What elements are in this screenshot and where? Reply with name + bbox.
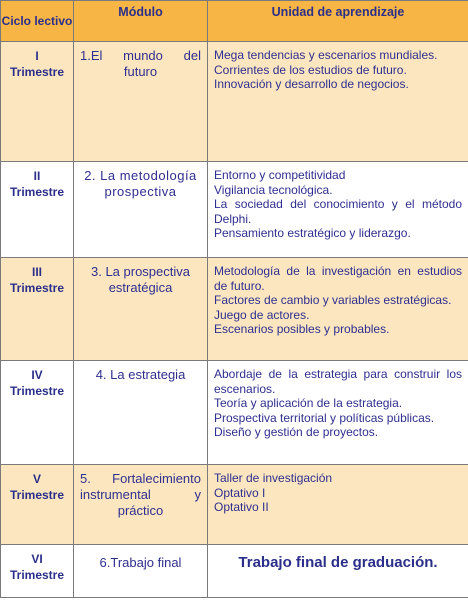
table-row <box>1 162 468 258</box>
unidad-item: Mega tendencias y escenarios mundiales. <box>214 48 438 62</box>
ciclo-label: Trimestre <box>9 568 65 582</box>
unidad-cell <box>208 42 468 162</box>
ciclo-number: IV <box>31 368 43 382</box>
ciclo-number: V <box>32 472 41 486</box>
unidad-cell <box>208 465 468 545</box>
unidad-item: Teoría y aplicación de la estrategia. <box>214 396 403 410</box>
ciclo-number: II <box>33 169 41 183</box>
unidad-item: Taller de investigación <box>214 471 333 485</box>
unidad-cell <box>208 162 468 258</box>
unidad-item: Innovación y desarrollo de negocios. <box>214 77 409 91</box>
ciclo-cell <box>1 162 74 258</box>
table-row <box>1 258 468 361</box>
ciclo-label: Trimestre <box>9 65 65 79</box>
modulo-cell: 5. Fortalecimiento instrumental y práctico <box>74 465 208 545</box>
unidad-final-cell: Trabajo final de graduación. <box>208 545 468 598</box>
unidad-item: Optativo II <box>214 500 269 514</box>
unidad-cell <box>208 258 468 361</box>
ciclo-cell <box>1 258 74 361</box>
ciclo-label: Trimestre <box>9 488 65 502</box>
unidad-item: Escenarios posibles y probables. <box>214 322 390 336</box>
ciclo-number: III <box>31 265 42 279</box>
ciclo-label: Trimestre <box>9 384 65 398</box>
unidad-item: Juego de actores. <box>214 307 310 322</box>
ciclo-cell <box>1 42 74 162</box>
unidad-item: Pensamiento estratégico y liderazgo. <box>214 226 411 240</box>
unidad-item: Diseño y gestión de proyectos. <box>214 425 379 439</box>
ciclo-cell <box>1 465 74 545</box>
unidad-item: Vigilancia tecnológica. <box>214 182 333 197</box>
header-modulo: Módulo <box>74 1 208 42</box>
unidad-item: Corrientes de los estudios de futuro. <box>214 62 407 77</box>
modulo-cell: 6.Trabajo final <box>74 545 208 598</box>
unidad-item: Factores de cambio y variables estratégicas. <box>214 293 452 307</box>
ciclo-cell <box>1 545 74 598</box>
ciclo-label: Trimestre <box>9 281 65 295</box>
ciclo-cell <box>1 361 74 465</box>
table-row <box>1 465 468 545</box>
unidad-item: Metodología de la investigación en estudios de futuro. <box>214 264 462 293</box>
unidad-cell <box>208 361 468 465</box>
ciclo-label: Trimestre <box>9 185 65 199</box>
table-row <box>1 361 468 465</box>
unidad-item: Entorno y competitividad <box>214 168 346 182</box>
modulo-cell: 2. La metodología prospectiva <box>74 162 208 258</box>
unidad-item: La sociedad del conocimiento y el método Delphi. <box>214 197 462 226</box>
ciclo-number: I <box>35 49 39 63</box>
header-ciclo: Ciclo lectivo <box>1 1 74 42</box>
unidad-item: Abordaje de la estrategia para construir los escenarios. <box>214 367 462 396</box>
modulo-cell: 4. La estrategia <box>74 361 208 465</box>
table-row <box>1 42 468 162</box>
header-row <box>1 1 468 42</box>
header-unidad: Unidad de aprendizaje <box>208 1 468 42</box>
unidad-item: Prospectiva territorial y políticas públicas. <box>214 410 435 425</box>
ciclo-number: VI <box>31 552 43 566</box>
modulo-cell: 1.El mundo del futuro <box>74 42 208 162</box>
table-row <box>1 545 468 598</box>
unidad-item: Optativo I <box>214 485 266 500</box>
modulo-cell: 3. La prospectiva estratégica <box>74 258 208 361</box>
